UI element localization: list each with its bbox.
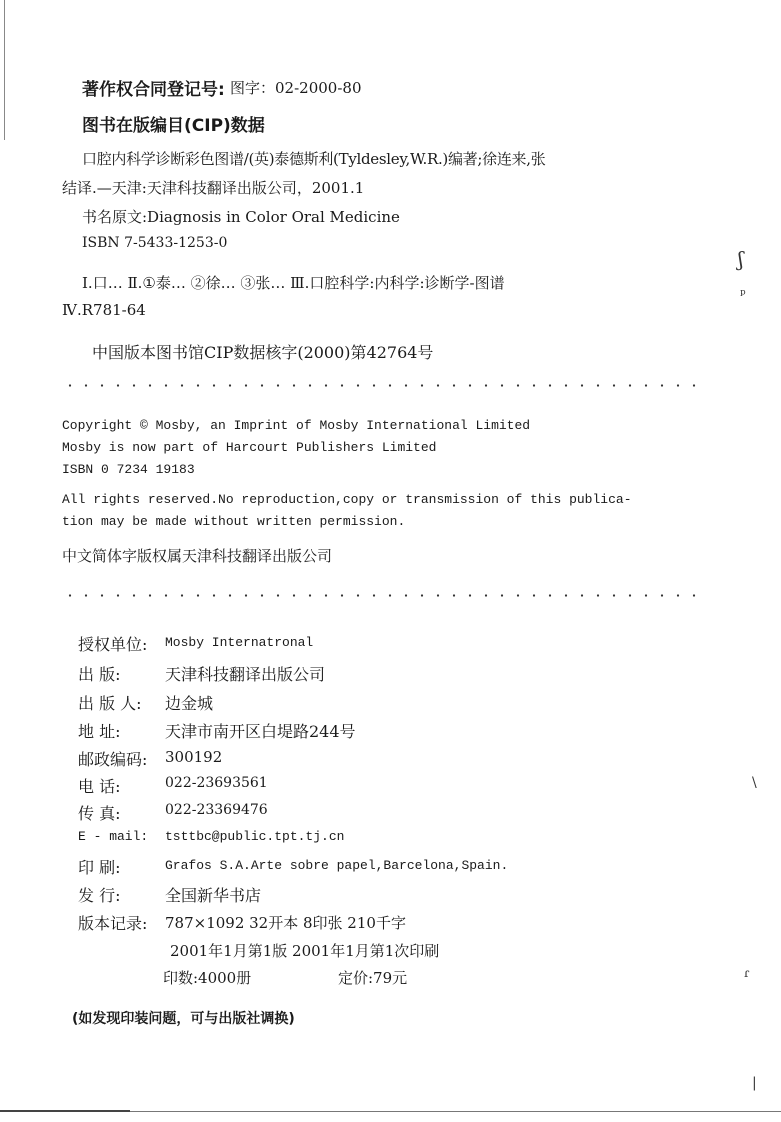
chinese-rights-line: 中文简体字版权属天津科技翻译出版公司: [62, 547, 333, 565]
scan-edge-line: [4, 0, 5, 140]
pub-value-phone: 022-23693561: [165, 775, 268, 791]
cip-line-classification: Ⅳ.R781-64: [62, 301, 146, 319]
pub-label-postcode: 邮政编码:: [78, 750, 148, 769]
pub-value-publisher: 天津科技翻译出版公司: [165, 665, 326, 684]
cip-line-isbn: ISBN 7-5433-1253-0: [82, 235, 228, 251]
cip-line-title: 口腔内科学诊断彩色图谱/(英)泰德斯利(Tyldesley,W.R.)编著;徐连来,张: [82, 150, 546, 168]
dotted-divider-top: [62, 384, 702, 387]
pub-value-distribution: 全国新华书店: [165, 886, 262, 905]
pub-value-fax: 022-23369476: [165, 802, 268, 818]
copyright-registration-label: 著作权合同登记号:: [82, 80, 225, 100]
harcourt-line: Mosby is now part of Harcourt Publishers Limited: [62, 440, 437, 455]
pub-label-publisher: 出 版:: [78, 665, 121, 684]
scan-speck: \: [752, 775, 757, 791]
price: 定价:79元: [338, 969, 408, 987]
scan-speck: |: [752, 1075, 757, 1091]
footer-note: (如发现印装问题，可与出版社调换): [72, 1011, 295, 1027]
cip-line-subjects: Ⅰ.口… Ⅱ.①泰… ②徐… ③张… Ⅲ.口腔科学:内科学:诊断学-图谱: [82, 274, 505, 292]
edition-info: 2001年1月第1版 2001年1月第1次印刷: [170, 942, 440, 960]
pub-label-address: 地 址:: [78, 722, 121, 741]
cip-line-translator: 结译.—天津:天津科技翻译出版公司，2001.1: [62, 179, 365, 197]
rights-line-1: All rights reserved.No reproduction,copy or transmission of this publica-: [62, 492, 632, 507]
rights-line-2: tion may be made without written permission.: [62, 514, 406, 529]
english-isbn-line: ISBN 0 7234 19183: [62, 462, 195, 477]
pub-value-address: 天津市南开区白堤路244号: [165, 722, 356, 741]
pub-label-email: E - mail:: [78, 829, 149, 844]
pub-value-licensor: Mosby Internatronal: [165, 635, 314, 650]
pub-value-printer: Grafos S.A.Arte sobre papel,Barcelona,Spain.: [165, 858, 509, 873]
scan-speck: ʃ: [738, 247, 744, 271]
pub-label-fax: 传 真:: [78, 804, 121, 823]
pub-label-phone: 电 话:: [78, 777, 121, 796]
copyright-line: Copyright © Mosby, an Imprint of Mosby International Limited: [62, 418, 531, 433]
cip-line-verification: 中国版本图书馆CIP数据核字(2000)第42764号: [92, 343, 434, 362]
pub-value-publisher-person: 边金城: [165, 694, 214, 713]
bottom-edge-line-thick: [0, 1110, 130, 1112]
scan-speck: ɾ: [744, 966, 750, 980]
copyright-registration-value: 图字：02-2000-80: [230, 79, 362, 97]
cip-line-original-title: 书名原文:Diagnosis in Color Oral Medicine: [82, 208, 400, 226]
pub-label-printer: 印 刷:: [78, 858, 121, 877]
scan-speck: ᵖ: [740, 287, 746, 303]
print-count: 印数:4000册: [163, 969, 252, 987]
cip-heading: 图书在版编目(CIP)数据: [82, 116, 265, 136]
pub-value-email: tsttbc@public.tpt.tj.cn: [165, 829, 345, 844]
pub-label-distribution: 发 行:: [78, 886, 121, 905]
pub-value-format: 787×1092 32开本 8印张 210千字: [165, 914, 406, 932]
pub-value-postcode: 300192: [165, 748, 223, 766]
pub-label-licensor: 授权单位:: [78, 635, 148, 654]
pub-label-publisher-person: 出 版 人:: [78, 694, 142, 713]
pub-label-edition-record: 版本记录:: [78, 914, 148, 933]
dotted-divider-bottom: [62, 594, 702, 597]
